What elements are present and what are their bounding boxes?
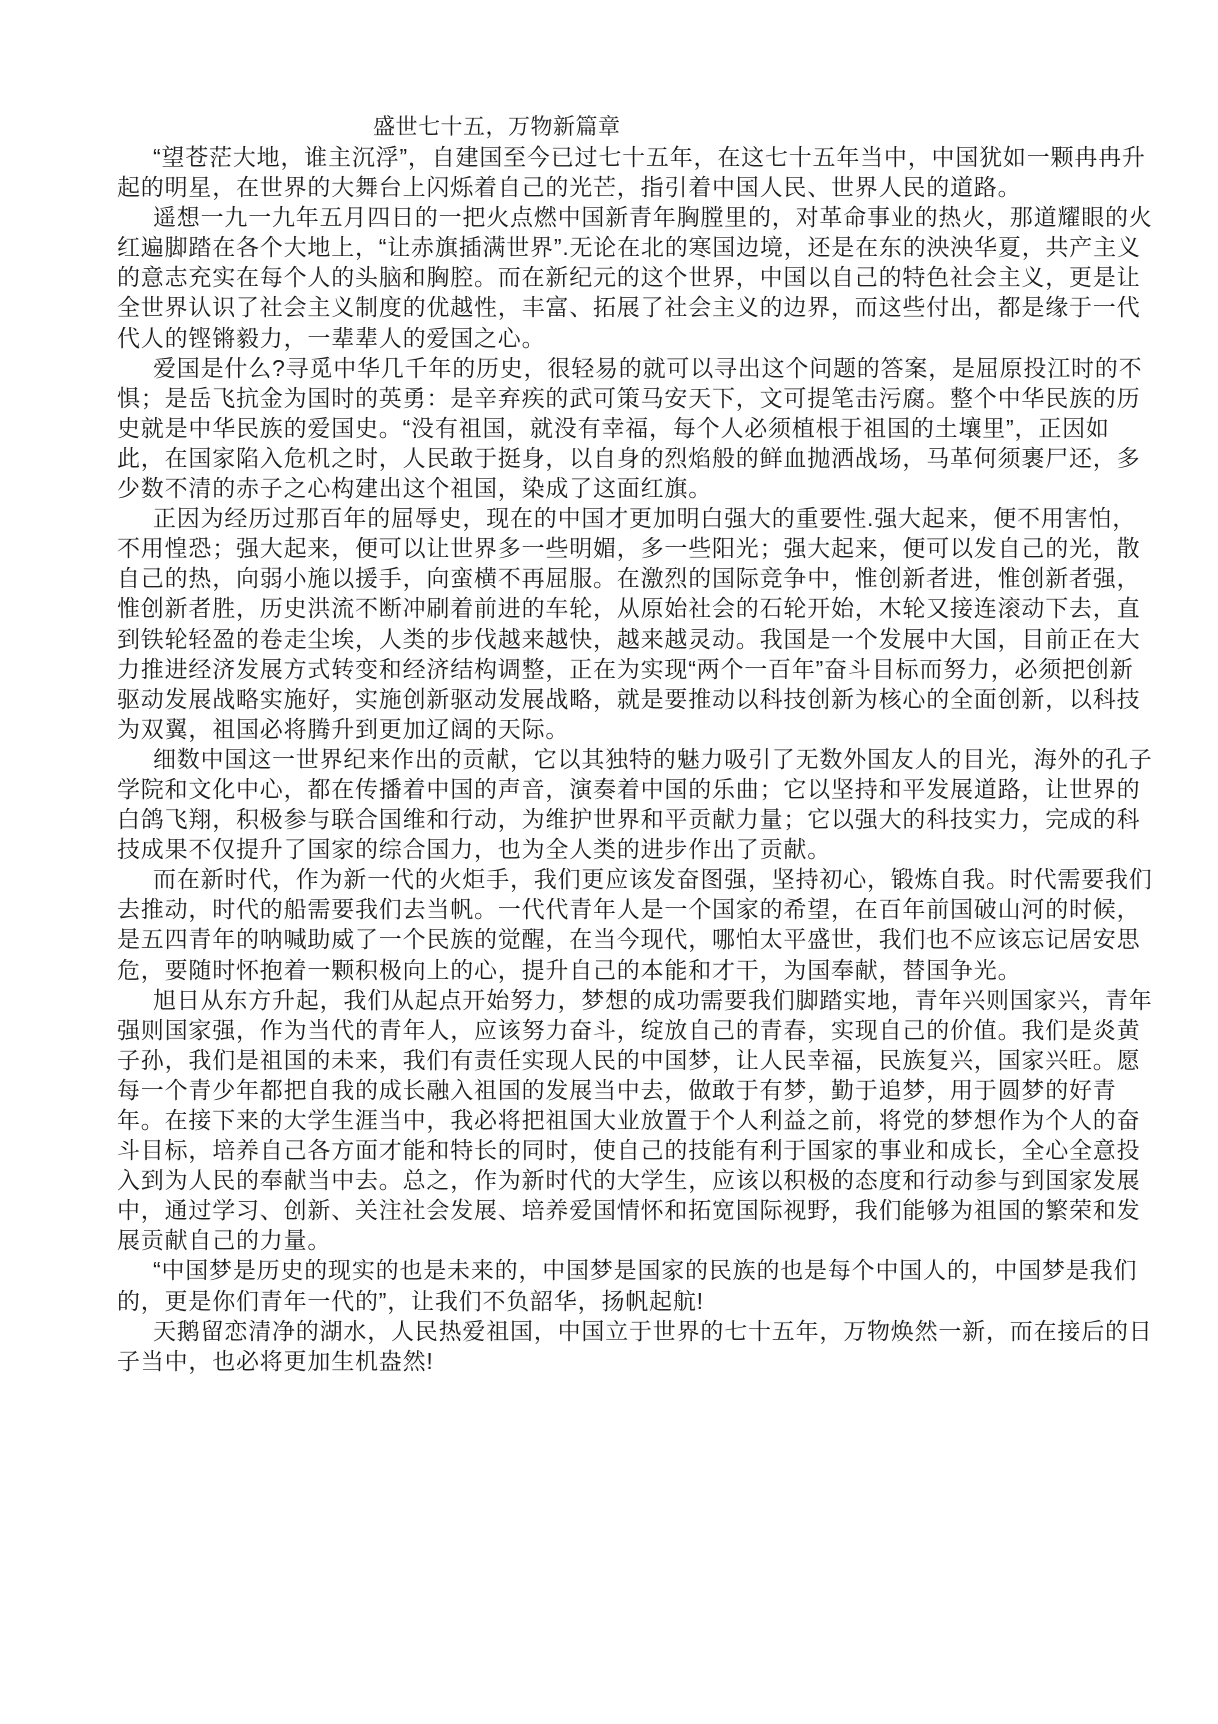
text-line: 去推动，时代的船需要我们去当帆。一代代青年人是一个国家的希望，在百年前国破山河的时候， <box>117 896 1141 923</box>
text-line: 史就是中华民族的爱国史。“没有祖国，就没有幸福，每个人必须植根于祖国的土壤里”，正因如 <box>117 414 1110 441</box>
text-line: 遥想一九一九年五月四日的一把火点燃中国新青年胸膛里的，对革命事业的热火，那道耀眼的火 <box>153 204 1153 231</box>
text-line: 而在新时代，作为新一代的火炬手，我们更应该发奋图强，坚持初心，锻炼自我。时代需要我们 <box>153 866 1153 893</box>
text-line: 每一个青少年都把自我的成长融入祖国的发展当中去，做敢于有梦，勤于追梦，用于圆梦的好青 <box>117 1076 1117 1103</box>
text-line: 强则国家强，作为当代的青年人，应该努力奋斗，绽放自己的青春，实现自己的价值。我们是炎黄 <box>117 1016 1141 1043</box>
text-line: 不用惶恐；强大起来，便可以让世界多一些明媚，多一些阳光；强大起来，便可以发自己的光，散 <box>117 535 1141 562</box>
text-line: “望苍茫大地，谁主沉浮”，自建国至今已过七十五年，在这七十五年当中，中国犹如一颗冉冉升 <box>153 144 1146 170</box>
text-line: 红遍脚踏在各个大地上，“让赤旗插满世界”.无论在北的寒国边境，还是在东的泱泱华夏，共产主义 <box>117 234 1141 261</box>
text-line: 的，更是你们青年一代的”，让我们不负韶华，扬帆起航! <box>117 1287 704 1314</box>
text-line: 爱国是什么?寻觅中华几千年的历史，很轻易的就可以寻出这个问题的答案，是屈原投江时的不 <box>153 354 1143 381</box>
text-line: 起的明星，在世界的大舞台上闪烁着自己的光芒，指引着中国人民、世界人民的道路。 <box>117 174 1022 201</box>
text-line: 旭日从东方升起，我们从起点开始努力，梦想的成功需要我们脚踏实地，青年兴则国家兴，青年 <box>153 986 1153 1013</box>
text-line: 危，要随时怀抱着一颗积极向上的心，提升自己的本能和才干，为国奉献，替国争光。 <box>117 956 1022 983</box>
text-line: 年。在接下来的大学生涯当中，我必将把祖国大业放置于个人利益之前，将党的梦想作为个人的奋 <box>117 1107 1141 1133</box>
text-line: 斗目标，培养自己各方面才能和特长的同时，使自己的技能有利于国家的事业和成长，全心全意投 <box>117 1137 1141 1164</box>
text-line: 全世界认识了社会主义制度的优越性，丰富、拓展了社会主义的边界，而这些付出，都是缘于一代 <box>117 294 1141 321</box>
paragraph <box>117 1316 1163 1376</box>
paragraph <box>117 1255 1163 1315</box>
text-line: 技成果不仅提升了国家的综合国力，也为全人类的进步作出了贡献。 <box>117 836 831 863</box>
text-line: “中国梦是历史的现实的也是未来的，中国梦是国家的民族的也是每个中国人的，中国梦是我们 <box>153 1257 1138 1284</box>
text-line: 是五四青年的呐喊助威了一个民族的觉醒，在当今现代，哪怕太平盛世，我们也不应该忘记居安思 <box>117 926 1141 953</box>
paragraph <box>117 503 1163 744</box>
text-line: 的意志充实在每个人的头脑和胸腔。而在新纪元的这个世界，中国以自己的特色社会主义，更是让 <box>117 264 1141 291</box>
text-line: 到铁轮轻盈的卷走尘埃，人类的步伐越来越快，越来越灵动。我国是一个发展中大国，目前正在大 <box>117 625 1141 652</box>
text-line: 力推进经济发展方式转变和经济结构调整，正在为实现“两个一百年”奋斗目标而努力，必须把创新 <box>117 655 1134 682</box>
text-line: 中，通过学习、创新、关注社会发展、培养爱国情怀和拓宽国际视野，我们能够为祖国的繁荣和发 <box>117 1197 1141 1224</box>
paragraph <box>117 142 1163 202</box>
document-body <box>117 142 1163 1376</box>
document-title: 盛世七十五，万物新篇章 <box>373 114 621 139</box>
text-line: 少数不清的赤子之心构建出这个祖国，染成了这面红旗。 <box>117 475 712 502</box>
text-line: 此，在国家陷入危机之时，人民敢于挺身，以自身的烈焰般的鲜血抛洒战场，马革何须裹尸还，多 <box>117 444 1141 471</box>
text-line: 学院和文化中心，都在传播着中国的声音，演奏着中国的乐曲；它以坚持和平发展道路，让世界的 <box>117 775 1141 802</box>
text-line: 天鹅留恋清净的湖水，人民热爱祖国，中国立于世界的七十五年，万物焕然一新，而在接后的日 <box>153 1317 1153 1344</box>
text-line: 正因为经历过那百年的屈辱史，现在的中国才更加明白强大的重要性.强大起来，便不用害怕， <box>153 505 1136 532</box>
text-line: 展贡献自己的力量。 <box>117 1227 332 1254</box>
document-content <box>117 112 1163 1376</box>
paragraph <box>117 864 1163 984</box>
paragraph <box>117 353 1163 503</box>
paragraph <box>117 744 1163 864</box>
text-line: 细数中国这一世界纪来作出的贡献，它以其独特的魅力吸引了无数外国友人的目光，海外的孔子 <box>153 745 1153 772</box>
text-line: 驱动发展战略实施好，实施创新驱动发展战略，就是要推动以科技创新为核心的全面创新，以科技 <box>117 685 1141 712</box>
text-line: 惟创新者胜，历史洪流不断冲刷着前进的车轮，从原始社会的石轮开始，木轮又接连滚动下去，直 <box>117 595 1141 622</box>
text-line: 代人的铿锵毅力，一辈辈人的爱国之心。 <box>117 324 546 351</box>
text-line: 为双翼，祖国必将腾升到更加辽阔的天际。 <box>117 715 570 742</box>
text-line: 入到为人民的奉献当中去。总之，作为新时代的大学生，应该以积极的态度和行动参与到国家发展 <box>117 1167 1141 1194</box>
paragraph <box>117 985 1163 1256</box>
text-line: 子当中，也必将更加生机盎然! <box>117 1347 434 1374</box>
text-line: 惧；是岳飞抗金为国时的英勇：是辛弃疾的武可策马安天下，文可提笔击污腐。整个中华民族的历 <box>117 384 1141 411</box>
text-line: 白鸽飞翔，积极参与联合国维和行动，为维护世界和平贡献力量；它以强大的科技实力，完成的科 <box>117 806 1141 833</box>
paragraph <box>117 202 1163 352</box>
text-line: 子孙，我们是祖国的未来，我们有责任实现人民的中国梦，让人民幸福，民族复兴，国家兴旺。愿 <box>117 1046 1141 1073</box>
text-line: 自己的热，向弱小施以援手，向蛮横不再屈服。在激烈的国际竞争中，惟创新者进，惟创新者强， <box>117 565 1141 592</box>
